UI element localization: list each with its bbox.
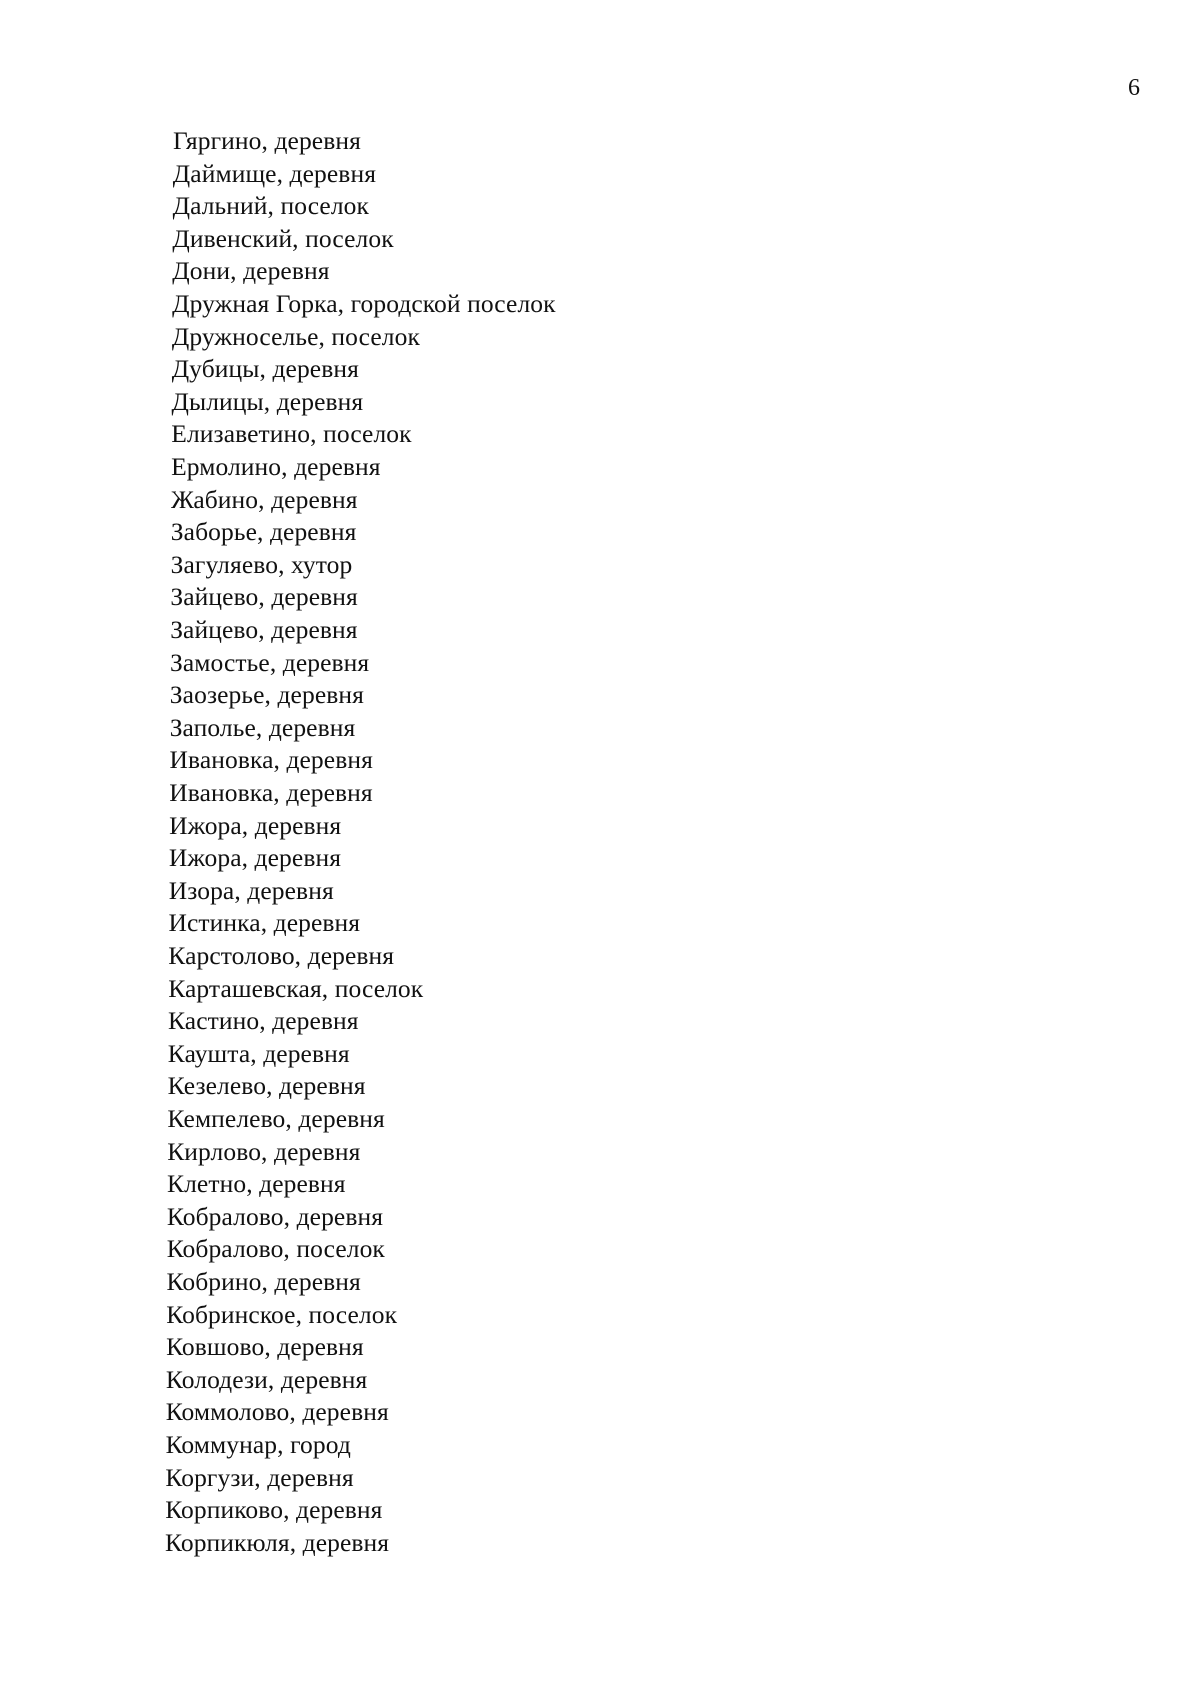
settlement-entry: Кобралово, поселок xyxy=(166,1234,385,1264)
settlement-entry: Дивенский, поселок xyxy=(172,223,394,253)
settlement-entry: Каушта, деревня xyxy=(167,1038,350,1068)
settlement-entry: Коргузи, деревня xyxy=(165,1462,354,1492)
settlement-entry: Изора, деревня xyxy=(168,875,334,905)
settlement-entry: Колодези, деревня xyxy=(165,1364,368,1394)
settlement-entry: Елизаветино, поселок xyxy=(171,419,412,449)
settlement-entry: Дубицы, деревня xyxy=(171,354,359,384)
settlement-entry: Ковшово, деревня xyxy=(166,1332,364,1362)
settlement-entry: Ермолино, деревня xyxy=(171,452,381,481)
settlement-entry: Дальний, поселок xyxy=(172,191,370,221)
settlement-entry: Корпикюля, деревня xyxy=(165,1527,390,1557)
settlement-entry: Кезелево, деревня xyxy=(167,1071,366,1101)
settlement-entry: Замостье, деревня xyxy=(170,647,370,677)
settlement-entry: Дони, деревня xyxy=(172,256,330,286)
settlement-entry: Заозерье, деревня xyxy=(169,680,364,710)
settlement-entry: Заполье, деревня xyxy=(169,712,356,742)
settlement-entry: Кирлово, деревня xyxy=(167,1136,361,1166)
settlement-entry: Дылицы, деревня xyxy=(171,386,364,416)
settlement-entry: Ижора, деревня xyxy=(169,810,342,840)
settlement-entry: Коммунар, город xyxy=(165,1430,351,1459)
settlement-entry: Заборье, деревня xyxy=(170,517,357,547)
settlement-entry: Ивановка, деревня xyxy=(169,745,373,775)
settlement-entry: Гяргино, деревня xyxy=(173,126,361,155)
settlement-entry: Клетно, деревня xyxy=(167,1169,346,1199)
settlement-entry: Жабино, деревня xyxy=(171,484,358,514)
settlement-entry: Карташевская, поселок xyxy=(168,973,424,1003)
settlement-entry: Кобралово, деревня xyxy=(166,1201,384,1231)
settlement-entry: Кобрино, деревня xyxy=(166,1267,361,1296)
settlement-entry: Дружная Горка, городской поселок xyxy=(172,289,556,318)
settlement-entry: Кобринское, поселок xyxy=(166,1299,398,1329)
settlement-entry: Даймище, деревня xyxy=(172,158,377,188)
settlement-entry: Коммолово, деревня xyxy=(165,1397,389,1427)
settlement-entry: Зайцево, деревня xyxy=(170,582,358,612)
page-number: 6 xyxy=(1128,75,1140,101)
settlement-entry: Загуляево, хутор xyxy=(170,549,353,579)
settlement-entry: Дружноселье, поселок xyxy=(171,321,420,351)
settlement-entry: Карстолово, деревня xyxy=(168,941,395,970)
settlement-entry: Зайцево, деревня xyxy=(170,615,358,644)
settlement-entry: Ижора, деревня xyxy=(168,843,342,873)
settlement-entry: Кемпелево, деревня xyxy=(167,1104,385,1133)
settlement-entry: Ивановка, деревня xyxy=(169,778,373,807)
settlement-entry: Корпиково, деревня xyxy=(165,1495,383,1525)
settlement-entry: Истинка, деревня xyxy=(168,908,361,938)
settlement-entry: Кастино, деревня xyxy=(168,1006,359,1036)
